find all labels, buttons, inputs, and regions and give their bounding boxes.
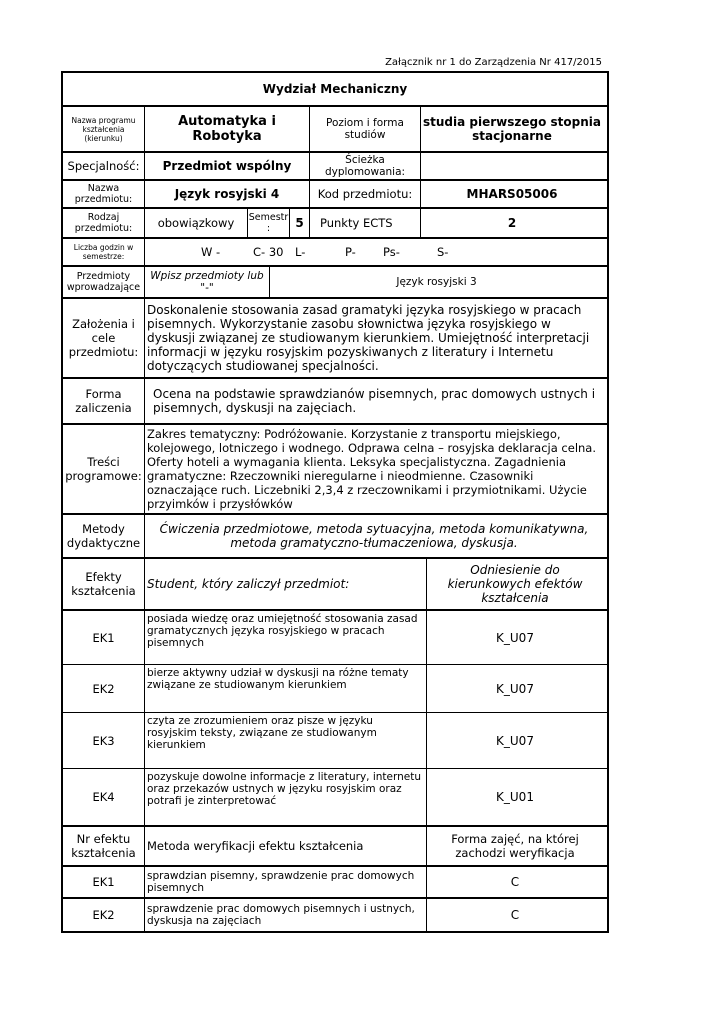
prereq-value: Język rosyjski 3 bbox=[396, 276, 477, 288]
verification-form: C bbox=[510, 875, 520, 889]
assessment-value: Ocena na podstawie sprawdzianów pisemnych, prac domowych ustnych i pisemnych, dyskusji na zajęciach. bbox=[153, 387, 596, 415]
outcome-row bbox=[63, 611, 607, 665]
methods-row bbox=[63, 515, 607, 559]
outcomes-ref-label: Odniesienie do kierunkowych efektów kształcenia bbox=[447, 563, 583, 605]
faculty-title: Wydział Mechaniczny bbox=[262, 82, 408, 96]
verification-id: EK2 bbox=[63, 899, 145, 931]
prereq-row bbox=[63, 267, 607, 299]
annex-reference: Załącznik nr 1 do Zarządzenia Nr 417/2015 bbox=[385, 57, 602, 68]
outcome-row bbox=[63, 713, 607, 769]
outcome-ref: K_U01 bbox=[496, 790, 534, 804]
program-label: Nazwa programu kształcenia (kierunku) bbox=[63, 107, 145, 151]
methods-value: Ćwiczenia przedmiotowe, metoda sytuacyjna, metoda komunikatywna, metoda gramatyczno-tłumaczeniowa, dyskusja. bbox=[159, 522, 589, 550]
verification-method: sprawdzian pisemny, sprawdzenie prac domowych pisemnych bbox=[145, 867, 427, 897]
verification-id: EK1 bbox=[63, 867, 145, 897]
assessment-row bbox=[63, 379, 607, 425]
goals-row bbox=[63, 299, 607, 379]
path-label: Ścieżka dyplomowania: bbox=[310, 153, 421, 179]
outcome-ref: K_U07 bbox=[496, 733, 534, 748]
program-row bbox=[63, 107, 607, 153]
level-label: Poziom i forma studiów bbox=[310, 107, 421, 151]
outcome-id: EK2 bbox=[63, 665, 145, 712]
hours-s: S- bbox=[437, 245, 449, 259]
outcome-text: pozyskuje dowolne informacje z literatury, internetu oraz przekazów ustnych w języku rosyjskim oraz potrafi je zinterpretować bbox=[145, 769, 427, 825]
outcomes-label: Efekty kształcenia bbox=[63, 559, 145, 609]
verification-method: sprawdzenie prac domowych pisemnych i ustnych, dyskusja na zajęciach bbox=[145, 899, 427, 931]
code-label: Kod przedmiotu: bbox=[310, 181, 421, 207]
prereq-label: Przedmioty wprowadzające bbox=[63, 267, 145, 297]
subject-value: Język rosyjski 4 bbox=[145, 181, 310, 207]
hours-ps: Ps- bbox=[383, 245, 400, 259]
outcome-ref: K_U07 bbox=[496, 681, 534, 696]
verification-form-label: Forma zajęć, na której zachodzi weryfikacja bbox=[451, 832, 579, 860]
verification-form: C bbox=[510, 908, 520, 922]
semester-label: Semestr : bbox=[248, 209, 290, 237]
outcome-id: EK3 bbox=[63, 713, 145, 768]
hours-l: L- bbox=[295, 245, 306, 259]
path-value bbox=[421, 153, 603, 179]
hours-label: Liczba godzin w semestrze: bbox=[63, 239, 145, 265]
verification-id-label: Nr efektu kształcenia bbox=[63, 827, 145, 865]
outcomes-student-label: Student, który zaliczył przedmiot: bbox=[145, 559, 427, 609]
outcomes-header-row bbox=[63, 559, 607, 611]
prereq-hint: Wpisz przedmioty lub "-" bbox=[145, 267, 270, 297]
verification-row bbox=[63, 867, 607, 899]
type-row bbox=[63, 209, 607, 239]
outcome-text: posiada wiedzę oraz umiejętność stosowania zasad gramatycznych języka rosyjskiego w pracach pisemnych bbox=[145, 611, 427, 664]
subject-row bbox=[63, 181, 607, 209]
semester-value: 5 bbox=[290, 209, 310, 237]
type-label: Rodzaj przedmiotu: bbox=[63, 209, 145, 237]
outcome-id: EK4 bbox=[63, 769, 145, 825]
verification-row bbox=[63, 899, 607, 931]
specialty-row bbox=[63, 153, 607, 181]
hours-row bbox=[63, 239, 607, 267]
verification-header-row bbox=[63, 827, 607, 867]
methods-label: Metody dydaktyczne bbox=[63, 515, 145, 557]
code-value: MHARS05006 bbox=[466, 187, 558, 201]
goals-value: Doskonalenie stosowania zasad gramatyki języka rosyjskiego w pracach pisemnych. Wykorzystanie zasobu słownictwa języka rosyjskiego w dyskusji związanej ze studiowanym kierunkiem. Umiejętność interpretacji informacji w języku rosyjskim pozyskiwanych z literatury i Internetu dotyczących studiowanej specjalności. bbox=[147, 303, 590, 373]
hours-c: C- 30 bbox=[253, 245, 284, 259]
hours-values bbox=[145, 239, 603, 265]
outcome-id: EK1 bbox=[63, 611, 145, 664]
outcome-row bbox=[63, 665, 607, 713]
type-value: obowiązkowy bbox=[145, 209, 248, 237]
ects-label: Punkty ECTS bbox=[310, 209, 421, 237]
verification-method-label: Metoda weryfikacji efektu kształcenia bbox=[145, 827, 427, 865]
outcome-ref: K_U07 bbox=[496, 630, 534, 645]
program-value: Automatyka i Robotyka bbox=[145, 107, 310, 151]
outcome-text: czyta ze zrozumieniem oraz pisze w języku rosyjskim teksty, związane ze studiowanym kierunkiem bbox=[145, 713, 427, 768]
hours-w: W - bbox=[201, 245, 221, 259]
outcome-row bbox=[63, 769, 607, 827]
ects-value: 2 bbox=[507, 216, 517, 230]
level-value: studia pierwszego stopnia stacjonarne bbox=[423, 115, 601, 143]
assessment-label: Forma zaliczenia bbox=[63, 379, 145, 423]
hours-p: P- bbox=[345, 245, 356, 259]
specialty-value: Przedmiot wspólny bbox=[145, 153, 310, 179]
content-label: Treści programowe: bbox=[63, 425, 145, 513]
content-row bbox=[63, 425, 607, 515]
content-value: Zakres tematyczny: Podróżowanie. Korzystanie z transportu miejskiego, kolejowego, lotniczego i wodnego. Odprawa celna – rosyjska deklaracja celna. Oferty hoteli a wymagania klienta. Leksyka specjalistyczna. Zagadnienia gramatyczne: Rzeczowniki nieregularne i nieodmienne. Czasowniki oznaczające ruch. Liczebniki 2,3,4 z rzeczownikami i przymiotnikami. Użycie przyimków i przysłówków bbox=[147, 427, 596, 511]
specialty-label: Specjalność: bbox=[63, 153, 145, 179]
subject-label: Nazwa przedmiotu: bbox=[63, 181, 145, 207]
faculty-row bbox=[63, 73, 607, 107]
goals-label: Założenia i cele przedmiotu: bbox=[63, 299, 145, 377]
syllabus-table bbox=[61, 71, 609, 933]
outcome-text: bierze aktywny udział w dyskusji na różne tematy związane ze studiowanym kierunkiem bbox=[145, 665, 427, 712]
